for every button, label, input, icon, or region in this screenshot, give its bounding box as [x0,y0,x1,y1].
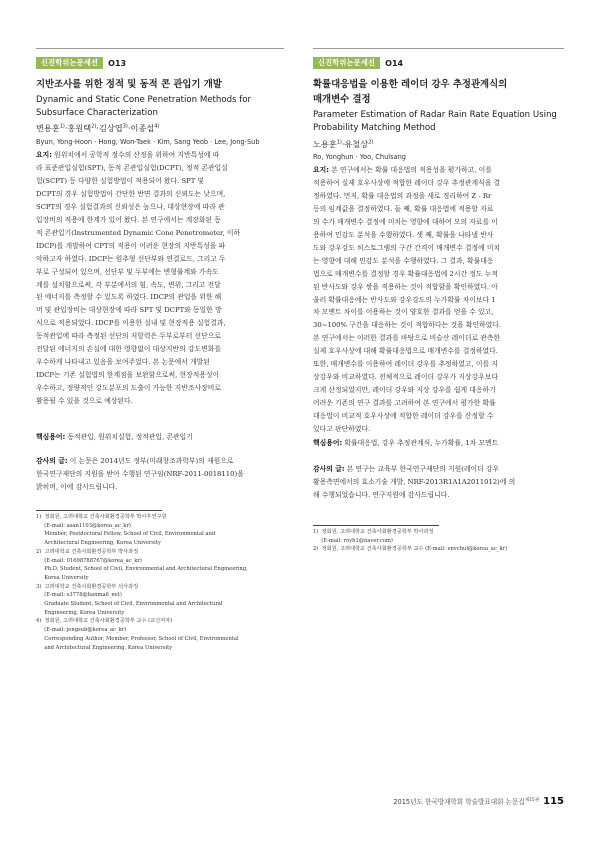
text-line: 차 모멘트 차이를 이용하는 것이 양호한 결과를 얻을 수 있고, [313,308,494,317]
text-line: 된 에너지를 측정할 수 있도록 하였다. IDCP의 관입을 위한 해 [36,293,222,302]
footnote-line: 1) 정회원, 고려대학교 건축사회환경공학부 박사후연구원 [36,514,167,520]
text-line: 우수하고, 정량적인 강도분포의 도출이 가능한 지반조사장비로 [36,384,221,393]
text-line: 식으로 적용되었다. IDCP를 이용한 실내 및 현장적용 실험결과, [36,319,226,328]
text-line: 는 영향에 대해 민감도 분석을 수행하였다. 그 결과, 확률대응 [313,256,494,265]
text-line: 된 반사도와 강우 쌍을 적용하는 것이 적합함을 확인하였다. 아 [313,282,498,291]
text-line: 입장비의 적용에 한계가 있어 왔다. 본 연구에서는 계장화된 동 [36,215,221,224]
text-line: 대응법이 비교적 호우사상에 적합한 레이더 강우를 산정할 수 [313,412,494,421]
text-line: 악하고자 하였다. IDCP는 원추형 선단부와 연결로드, 그리고 두 [36,254,226,263]
text-line: 요지: 본 연구에서는 확률 대응법의 적용성을 평가하고, 이를 [313,166,492,174]
text-line: 정하였다. 먼저, 확률 대응법의 과정을 새로 정리하여 Z - Rr [313,191,492,200]
text-line: 머 및 관입장비는 대상현장에 따라 SPT 및 DCPT와 동일한 방 [36,306,222,315]
text-line: 어려운 기존의 연구 결과를 고려하여 본 연구에서 평가한 확률 [313,399,496,408]
keywords [36,431,286,444]
paper-title-ko: 지반조사를 위한 정적 및 동적 콘 관입기 개발 [36,79,222,90]
conference-name: 2015년도 한국방재학회 학술발표대회 논문집$^{제15권}$ [393,797,540,806]
footnote-line: Corresponding Author, Member, Professor, School of Civil, Environmental [36,635,239,642]
text-line: 또한, 매개변수를 이용하여 레이더 강우를 추정하였고, 이를 지 [313,360,498,369]
footnote-line: 1) 정회원, 고려대학교 건축사회환경공학부 박사과정 [313,529,434,535]
footnote-line: 4) 정회원, 고려대학교 건축사회환경공학부 교수 (교신저자) [36,618,173,625]
session-number: O14 [385,58,404,68]
paper-title-en-line2: Subsurface Characterization [36,108,158,118]
footnotes [36,513,288,652]
footnote-line: (E-mail: s3778@hanmail_net) [36,592,122,599]
footnote-line: (E-mail: 01698788767@korea_ac_kr) [36,557,142,564]
acknowledgement [313,463,565,502]
authors-en: Ro, Yonghun · Yoo, Chulsang [313,153,406,161]
text-line: 상강우와 비교하였다. 전체적으로 레이더 강우가 지상강우보다 [313,373,498,382]
keywords [313,437,565,450]
abstract [313,164,565,436]
text-line: 우수하게 나타내고 있음을 보여주었다. 본 논문에서 개발된 [36,358,210,367]
page-number: 115 [543,796,564,807]
text-line: 전달된 에너지의 손실에 대한 영향없이 대상지반의 강도변화를 [36,345,221,354]
text-line: 본 연구에서는 이러한 결과를 바탕으로 비슬산 레이더로 관측한 [313,334,501,343]
text-line: 있다고 판단하였다. [313,425,371,434]
session-badge-right [313,57,403,69]
session-badge-left [36,57,126,69]
footnote-line: 3) 고려대학교 건축사회환경공학부 석사과정 [36,583,139,590]
author-name: 변용훈$^{1)}$ [36,123,65,133]
text-line: IDCP는 기존 실험법의 한계점을 보완함으로써, 현장적용성이 [36,371,220,380]
footnote-line: Graduate Student, School of Civil, Environmental and Architectural [36,601,223,608]
text-line: 적 콘관입기(Instrumented Dynamic Cone Penetrometer, 이하 [36,228,241,237]
footnote-line: Architectural Engineering, Korea University [36,540,161,547]
keywords-label: 핵심용어: [313,439,343,447]
footnote-line: (E-mail: royh1@naver.com) [313,537,393,544]
authors-en: Byun, Yong-Hoon · Hong, Won-Taek · Kim, Sang Yeob · Lee, Jong-Sub [36,138,260,146]
top-rule-left [36,48,284,49]
text-line: 활용될 수 있을 것으로 예상된다. [36,397,133,406]
footnote-rule [36,510,162,511]
text-line: 해 수행되었습니다. 연구지원에 감사드립니다. [313,490,450,499]
paper-title-en-line2: Probability Matching Method [313,123,436,133]
text-line: 한국연구재단의 지원을 받아 수행된 연구임(NRF-2011-0018110)을 [36,469,244,478]
authors-ko: 노용훈$^{1)}$·유철상$^{2)}$ [313,139,374,149]
footnote-line: Member, Postdoctoral Fellow, School of Civil, Environmental and [36,531,216,538]
text-line: 30~100% 구간을 대응하는 것이 적합하다는 것을 확인하였다. [313,321,502,330]
author-name: 김상엽$^{3)}$ [98,123,128,133]
footnote-line: Engineering, Korea University [36,609,125,616]
footnotes [313,528,565,554]
text-line: 울러 확률대응에는 반사도와 강우강도의 누가확률 차이보다 1 [313,295,496,304]
paper-title-en-line1: Dynamic and Static Cone Penetration Methods for [36,95,252,105]
paper-title-ko-line1: 확률대응법을 이용한 레이더 강우 추정관계식의 [313,79,508,90]
text-line: 부로 구성되어 있으며, 선단부 및 두부에는 변형률계와 가속도 [36,267,219,276]
text-line: 요지: 원위치에서 공학적 정수의 산정을 위하여 지반특성에 따 [36,151,220,159]
text-line: 계를 설치함으로써, 각 부분에서의 힘, 속도, 변위, 그리고 전달 [36,280,221,289]
footnote-line: 2) 고려대학교 건축사회환경공학부 박사과정 [36,548,139,555]
text-line: 감사의 글: 본 연구는 교육부 한국연구재단의 지원(레이더 강우 [313,465,500,473]
section-label: 요지: [313,166,329,174]
text-line: 의 수가 매개변수 결정에 미치는 영향에 대하여 모의 자료를 이 [313,217,498,226]
text-line: 험(SCPT) 등 다양한 실험방법이 적용되어 왔다. SPT 및 [36,176,205,185]
text-line: 도와 강우강도 히스토그램의 구간 간격이 매개변수 결정에 미치 [313,243,501,252]
text-line: 실제 호우사상에 대해 확률대응법으로 매개변수를 결정하였다. [313,347,498,356]
text-line: 라 표준관입실험(SPT), 동적 콘관입실험(DCPT), 정적 콘관입실 [36,163,228,172]
section-label: 요지: [36,151,52,159]
text-line: 법으로 매개변수를 결정할 경우 확률대응법에 2시간 정도 누적 [313,269,498,278]
author-name: 이종섭$^{4)}$ [130,123,160,133]
author-name: 유철상$^{2)}$ [344,139,374,149]
keywords-text: 동적관입, 원위치실험, 정적관입, 콘관입기 [65,433,193,441]
footnote-line: Korea University [36,574,89,581]
acknowledgement [36,455,286,494]
footnote-rule [313,525,439,526]
page-footer [393,796,564,807]
top-rule-right [313,48,564,49]
keywords-label: 핵심용어: [36,433,66,441]
text-line: SCPT의 경우 실험결과의 신뢰성은 높으나, 대상현장에 따라 관 [36,202,225,211]
text-line: 감사의 글: 이 논문은 2014년도 정부(미래창조과학부)의 재원으로 [36,457,234,465]
session-tag: 신진학위논문세션 [313,57,380,69]
text-line: 적용하여 실제 호우사상에 적합한 레이더 강우 추정관계식을 결 [313,178,501,187]
text-line: 동적관입에 따라 측정된 선단의 저항력은 두부로부터 선단으로 [36,332,221,341]
section-label: 감사의 글: [313,465,345,473]
text-line: 용하여 민감도 분석을 수행하였다. 셋 째, 확률을 나타낼 반사 [313,230,494,239]
text-line: 밝히며, 이에 감사드립니다. [36,482,118,491]
authors-ko: 변용훈$^{1)}$·홍원택$^{2)}$·김상엽$^{3)}$·이종섭$^{4)}$ [36,123,160,133]
text-line: 크게 산정되었지만, 레이더 강우와 지상 강우를 쉽게 대응하기 [313,386,496,395]
footnote-line: 2) 정회원, 고려대학교 건축사회환경공학부 교수 (E-mail: envchul@korea_ac_kr) [313,546,507,553]
section-label: 감사의 글: [36,457,68,465]
footnote-line: and Architectural Engineering, Korea University [36,644,173,651]
footnote-line: (E-mail: asan1103@korea_ac_kr) [36,522,131,529]
footnote-line: Ph.D, Student, School of Civil, Environmental and Architectural Engineering, [36,566,248,573]
footnote-line: (E-mail: jongsub@korea_ac_kr) [36,627,127,634]
author-name: 노용훈$^{1)}$ [313,139,342,149]
text-line: 활용측면에서의 효소기술 개발, NRF-2013R1A1A2011012)에 의 [313,477,516,486]
paper-title-ko-line2: 매개변수 결정 [313,94,371,105]
abstract [36,149,286,408]
text-line: IDCP)를 개발하여 CPT의 적용이 어려운 현장의 지반특성을 파 [36,241,226,250]
text-line: 등의 임계값을 결정하였다. 둘 째, 확률 대응법에 적용할 자료 [313,204,494,213]
session-tag: 신진학위논문세션 [36,57,103,69]
session-number: O13 [108,58,127,68]
author-name: 홍원택$^{2)}$ [67,123,97,133]
paper-title-en-line1: Parameter Estimation of Radar Rain Rate Equation Using [313,110,557,120]
keywords-text: 확률대응법, 강우 추정관계식, 누가확률, 1차 모멘트 [342,439,499,447]
text-line: DCPT의 경우 실험방법이 간단한 반면 결과의 신뢰도는 낮으며, [36,189,226,198]
